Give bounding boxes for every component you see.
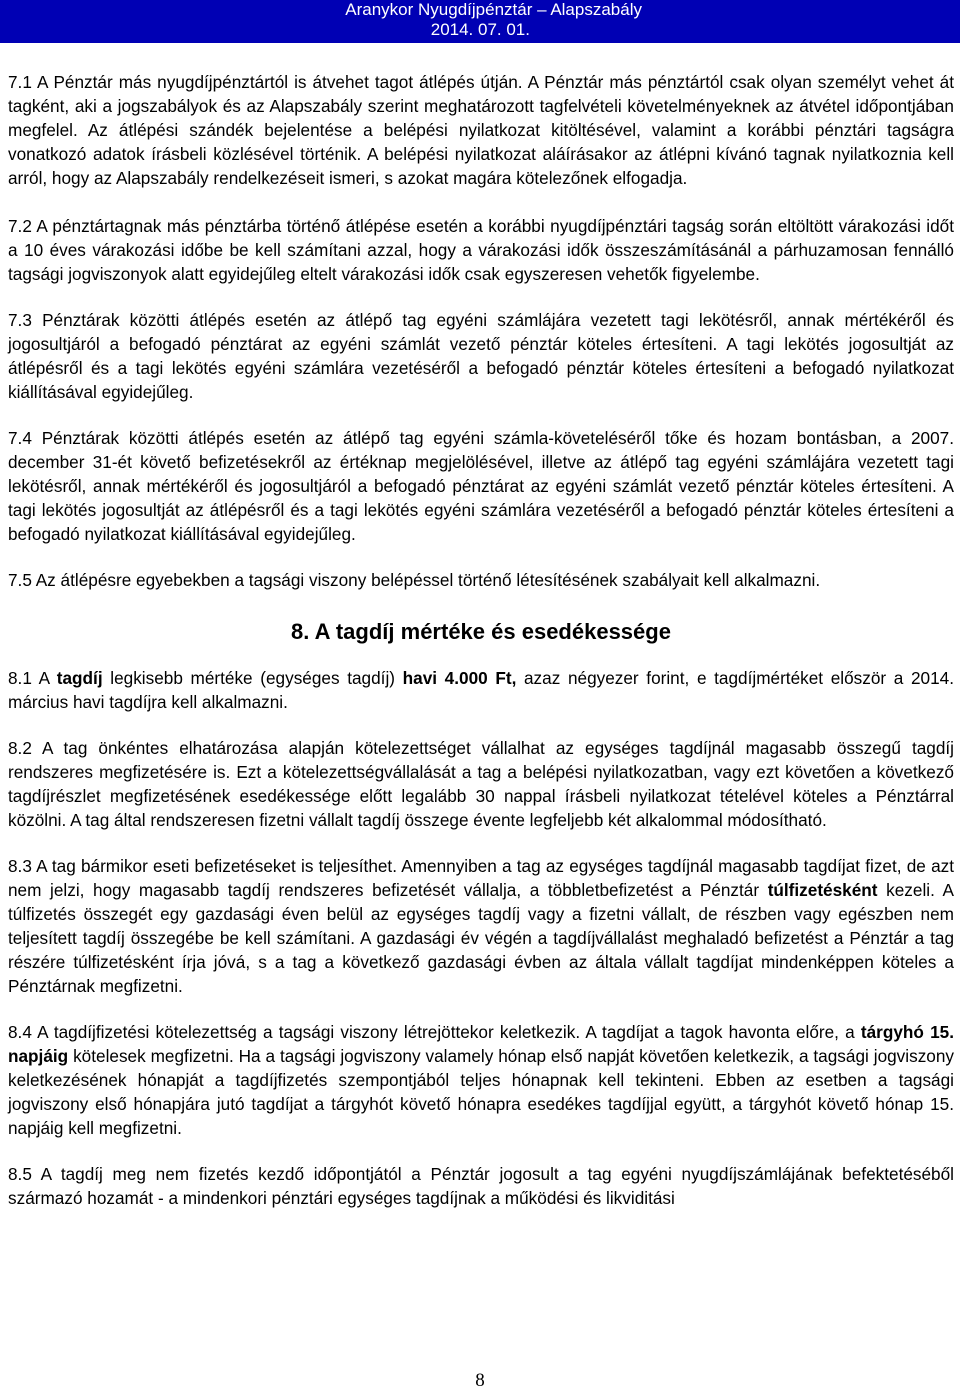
text-run: kezeli. A túlfizetés összegét egy gazdasági éven belül az egységes tagdíj vagy a fizetni vállalt, de részben vagy egészben nem teljesített tagdíj összegébe be kell számítani. A gazdasági év végén a tagdíjvállalást meghaladó befizetést a Pénztár a tag részére túlfizetésként írja jóvá, s a tag a következő gazdasági évben az általa vállalt tagdíjat mindenképpen köteles a Pénztárnak megfizetni. [8,880,954,996]
paragraph-7-5: 7.5 Az átlépésre egyebekben a tagsági viszony belépéssel történő létesítésének szabályait kell alkalmazni. [8,570,821,590]
header-title: Aranykor Nyugdíjpénztár – Alapszabály [345,0,642,19]
bold-run: havi 4.000 Ft, [402,668,517,688]
paragraph-7-3: 7.3 Pénztárak közötti átlépés esetén az átlépő tag egyéni számlájára vezetett tagi lekötésről, annak mértékéről és jogosultjáról a befogadó pénztárat az egyéni számlát vezető pénztár köteles értesíteni. A tagi lekötés jogosultját az átlépésről és a tagi lekötés egyéni számlára vezetéséről a befogadó pénztár köteles értesíteni a befogadó nyilatkozat kiállításával egyidejűleg. [8,310,954,402]
text-run: 8.4 A tagdíjfizetési kötelezettség a tagsági viszony létrejöttekor keletkezik. A tagdíjat a tagok havonta előre, a [8,1022,861,1042]
text-run: 8.3 A tag bármikor eseti befizetéseket is teljesíthet. Amennyiben a tag az egységes tagdíjnál magasabb tagdíjat fizet, de azt nem jelzi, hogy magasabb tagdíj rendszeres befizetését vállalja, a többletbefizetést a Pénztár [8,856,954,900]
paragraph-7-1: 7.1 A Pénztár más nyugdíjpénztártól is átvehet tagot átlépés útján. A Pénztár más pénztártól csak olyan személyt vehet át tagként, aki a jogszabályok és az Alapszabály szerint meghatározott tagfelvételi követelményeknek az átvétel időpontjában megfelel. Az átlépési szándék bejelentése a belépési nyilatkozat kitöltésével, valamint a korábbi pénztári tagságra vonatkozó adatok írásbeli közlésével történik. A belépési nyilatkozat aláírásakor az átlépni kívánó tagnak nyilatkoznia kell arról, hogy az Alapszabály rendelkezéseit ismeri, s azokat magára kötelezőnek elfogadja. [8,72,954,188]
text-run: kötelesek megfizetni. Ha a tagsági jogviszony valamely hónap első napját követően keletkezik, a tagsági jogviszony keletkezésének hónapját a tagdíjfizetés szempontjából teljes hónapnak kell tekinteni. Ebben az esetben a tagsági jogviszony első hónapjára jutó tagdíjat a tárgyhót követő hónapra esedékes tagdíjjal együtt, a tárgyhót követő hónap 15. napjáig kell megfizetni. [8,1046,954,1138]
paragraph-8-1 [8,666,954,714]
paragraph-7-4: 7.4 Pénztárak közötti átlépés esetén az átlépő tag egyéni számla-követeléséről tőke és hozam bontásban, a 2007. december 31-ét követő befizetésekről az értéknap megjelölésével, illetve az átlépő tag egyéni számlájára vezetett tagi lekötésről, annak mértékéről és jogosultjáról a befogadó pénztárat az egyéni számlát vezető pénztár köteles értesíteni. A tagi lekötés jogosultját az átlépésről és a tagi lekötés egyéni számlára vezetéséről a befogadó pénztár köteles értesíteni a befogadó nyilatkozat kiállításával egyidejűleg. [8,428,954,544]
page-number: 8 [475,1370,485,1391]
paragraph-8-3 [8,854,954,998]
bold-run: tárgyhó 15. napjáig [8,1022,954,1066]
page-header [0,0,960,43]
document-body [8,70,954,1210]
text-run: legkisebb mértéke (egységes tagdíj) [102,668,403,688]
header-date: 2014. 07. 01. [430,20,530,39]
text-run: azaz négyezer forint, e tagdíjmértéket először a 2014. március havi tagdíjra kell alkalmazni. [8,668,954,712]
paragraph-7-2: 7.2 A pénztártagnak más pénztárba történő átlépése esetén a korábbi nyugdíjpénztári tagság során eltöltött várakozási időt a 10 éves várakozási időbe be kell számítani azzal, hogy a várakozási idők összeszámításánál a párhuzamosan fennálló tagsági jogviszonyok alatt egyidejűleg eltelt várakozási idők csak egyszeresen vehetők figyelembe. [8,216,954,284]
paragraph-8-4 [8,1020,954,1140]
section-heading-8: 8. A tagdíj mértéke és esedékessége [291,619,671,644]
bold-run: tagdíj [56,668,103,688]
paragraph-8-5: 8.5 A tagdíj meg nem fizetés kezdő időpontjától a Pénztár jogosult a tag egyéni nyugdíjszámlájának befektetéséből származó hozamát - a mindenkori pénztári egységes tagdíjnak a működési és likviditási [8,1164,954,1208]
paragraph-8-2: 8.2 A tag önkéntes elhatározása alapján kötelezettséget vállalhat az egységes tagdíjnál magasabb összegű tagdíj rendszeres megfizetésére is. Ezt a kötelezettségvállalását a tag a belépési nyilatkozatban, vagy ezt követően a következő tagdíjrészlet megfizetésének esedékessége előtt legalább 30 nappal írásbeli nyilatkozat tételével köteles a Pénztárral közölni. A tag által rendszeresen fizetni vállalt tagdíj összege évente legfeljebb két alkalommal módosítható. [8,738,954,830]
text-run: 8.1 A [8,668,57,688]
bold-run: túlfizetésként [767,880,878,900]
